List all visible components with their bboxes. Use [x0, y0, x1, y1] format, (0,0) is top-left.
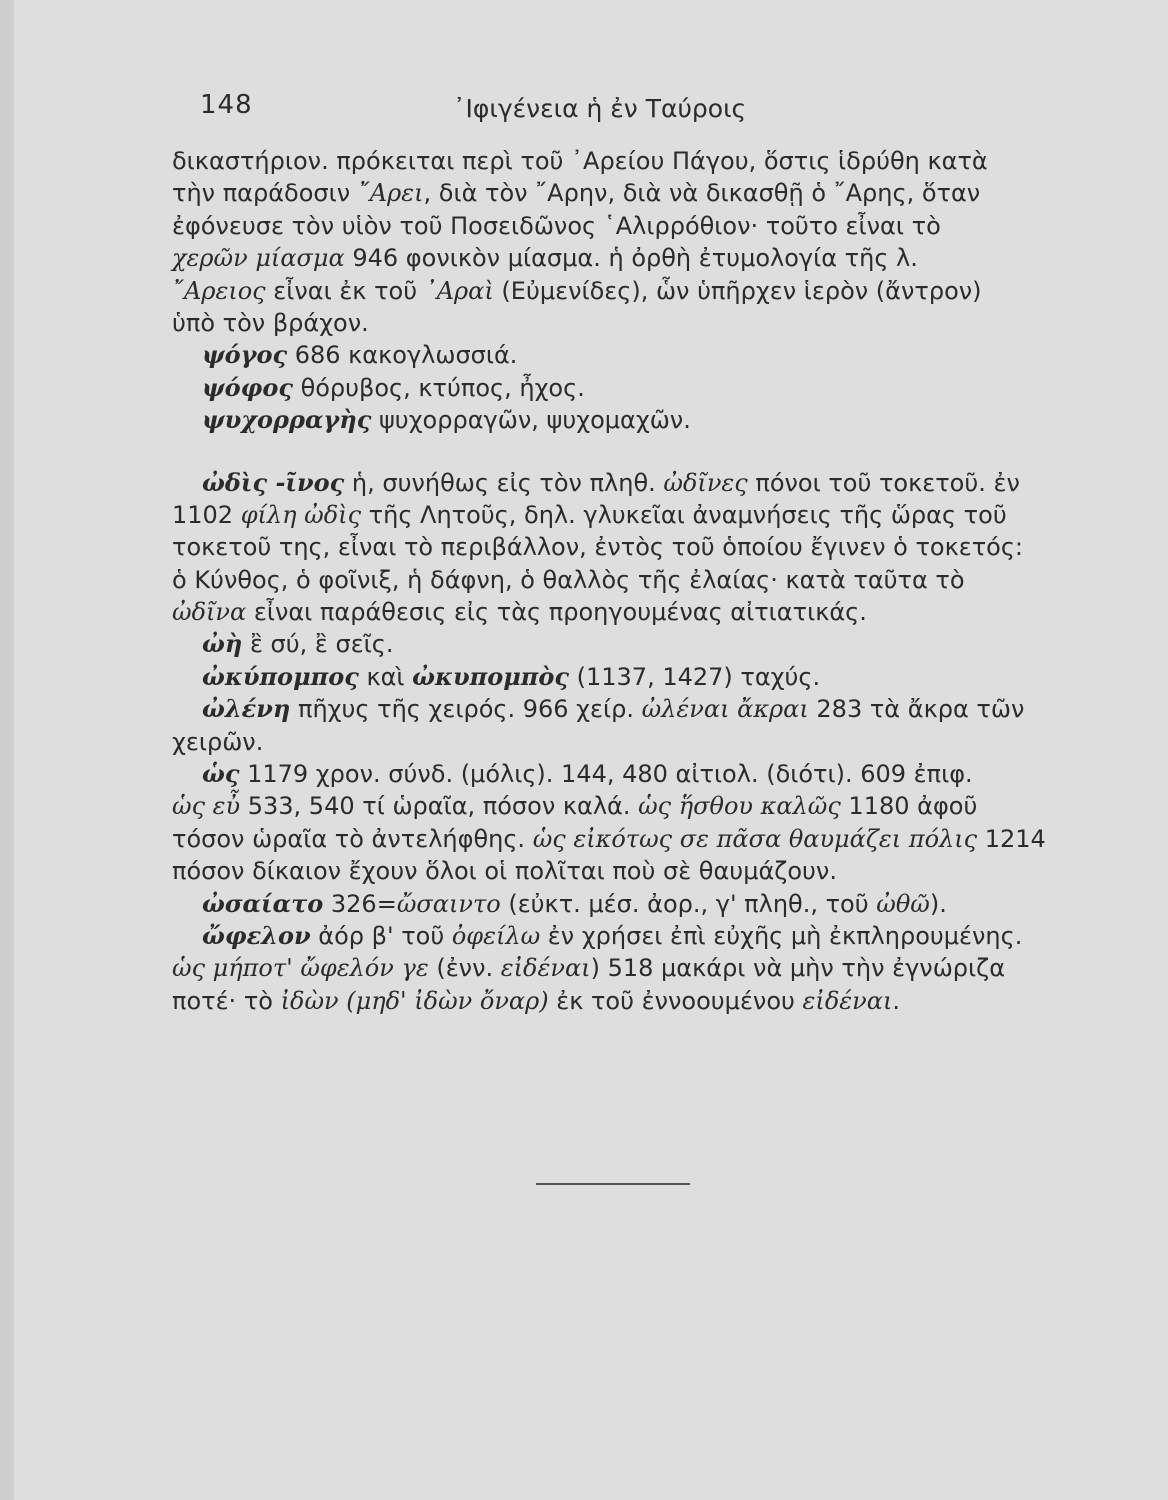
italic-citation: ὡς μήποτ' ὤφελόν γε [172, 954, 429, 983]
text-segment: τῆς Λητοῦς, δηλ. γλυκεῖαι ἀναμνήσεις τῆς ὥρας τοῦ [361, 500, 1007, 529]
text-line [172, 307, 1092, 339]
italic-citation: ῎Αρει [357, 179, 424, 208]
text-segment: δικαστήριον. πρόκειται περὶ τοῦ ᾿Αρείου Πάγου, ὅστις ἱδρύθη κατὰ [172, 147, 988, 175]
entry-psogos [172, 339, 1092, 371]
text-segment: 1214 [977, 824, 1046, 853]
text-segment: 1180 ἀφοῦ [840, 792, 978, 821]
page-header [200, 90, 1080, 130]
text-line [172, 242, 1092, 274]
end-rule [536, 1183, 690, 1185]
headword: ψυχορραγὴς [202, 405, 372, 435]
entry-os [172, 758, 1092, 790]
text-segment: 1179 χρον. σύνδ. (μόλις). 144, 480 αἰτιολ. (διότι). 609 ἐπιφ. [239, 760, 973, 789]
headword: ὠκυπομπὸς [412, 661, 569, 691]
text-segment: 946 φονικὸν μίασμα. ἡ ὀρθὴ ἐτυμολογία τῆς λ. [344, 244, 918, 273]
text-segment: πόσον δίκαιον ἔχουν ὅλοι οἱ πολῖται ποὺ σὲ θαυμάζουν. [172, 857, 837, 886]
text-segment: ἒ σύ, ἒ σεῖς. [242, 630, 394, 659]
text-segment: τοκετοῦ της, εἶναι τὸ περιβάλλον, ἐντὸς τοῦ ὁποίου ἔγινεν ὁ τοκετός: [172, 533, 1023, 562]
text-segment: ψυχορραγῶν, ψυχομαχῶν. [371, 406, 691, 435]
text-line [172, 145, 1092, 177]
text-line [172, 177, 1092, 209]
text-line [172, 596, 1092, 628]
text-segment: ) 518 μακάρι νὰ μὴν τὴν ἐγνώριζα [590, 954, 1006, 983]
text-segment: 533, 540 τί ὡραῖα, πόσον καλά. [240, 792, 639, 821]
text-line [172, 790, 1092, 822]
italic-citation: φίλη ὠδὶς [240, 500, 362, 529]
text-segment: ἐφόνευσε τὸν υἱὸν τοῦ Ποσειδῶνος ῾Αλιρρόθιον· τοῦτο εἶναι τὸ [172, 211, 941, 240]
text-segment: πόνοι τοῦ τοκετοῦ. ἐν [747, 468, 1020, 497]
text-segment: ποτέ· τὸ [172, 986, 281, 1015]
text-line [172, 275, 1092, 307]
text-segment: ἐκ τοῦ ἐννοουμένου [548, 986, 803, 1015]
italic-citation: ὠλέναι ἄκραι [641, 695, 809, 724]
italic-citation: ὡς εἰκότως σε πᾶσα θαυμάζει πόλις [532, 824, 978, 853]
headword: ὤφελον [202, 920, 311, 950]
italic-citation: εἰδέναι [802, 986, 893, 1015]
text-segment: ). [929, 889, 947, 918]
text-segment: 1102 [172, 500, 241, 529]
headword: ὠκύπομπος [202, 661, 359, 691]
text-segment: πῆχυς τῆς χειρός. 966 χείρ. [290, 695, 642, 724]
text-segment: , διὰ τὸν ῎Αρην, διὰ νὰ δικασθῇ ὁ ῎Αρης, ὅταν [423, 179, 981, 208]
entry-ophelon [172, 920, 1092, 952]
entry-okypompos [172, 661, 1092, 693]
italic-citation: ὠθῶ [876, 889, 930, 918]
headword: ψόγος [202, 340, 288, 370]
headword: ὠὴ [202, 629, 243, 659]
running-title: ᾿Ιφιγένεια ἡ ἐν Ταύροις [453, 94, 747, 123]
page-edge [0, 0, 14, 1500]
text-line [172, 855, 1092, 887]
text-segment: (1137, 1427) ταχύς. [569, 662, 821, 691]
text-segment: ἐν χρήσει ἐπὶ εὐχῆς μὴ ἐκπληρουμένης. [540, 921, 1023, 950]
headword: ὡς [202, 759, 240, 789]
italic-citation: ἰδὼν (μηδ' ἰδὼν ὄναρ) [280, 986, 549, 1015]
text-line [172, 499, 1092, 531]
text-line [172, 823, 1092, 855]
entry-odis [172, 467, 1092, 499]
headword: ὠσαίατο [202, 888, 324, 918]
italic-citation: ὡς εὖ [172, 792, 241, 821]
text-line [172, 952, 1092, 984]
text-segment: θόρυβος, κτύπος, ἦχος. [292, 373, 585, 402]
glossary-text [172, 145, 1092, 1017]
italic-citation: ὠδῖνες [663, 468, 748, 497]
text-segment: 283 τὰ ἄκρα τῶν [808, 695, 1025, 724]
text-segment: (ἐνν. [428, 954, 501, 983]
text-line [172, 210, 1092, 242]
italic-citation: ὠδῖνα [172, 598, 247, 627]
headword: ὠλένη [202, 694, 291, 724]
entry-osaiato [172, 888, 1092, 920]
text-segment: χειρῶν. [172, 727, 264, 756]
headword: ψόφος [202, 372, 293, 402]
text-segment: τὴν παράδοσιν [172, 179, 358, 208]
text-line [172, 564, 1092, 596]
text-segment: εἶναι παράθεσις εἰς τὰς προηγουμένας αἰτιατικάς. [246, 598, 867, 627]
text-segment: ὑπὸ τὸν βράχον. [172, 308, 369, 337]
entry-psychorragis [172, 404, 1092, 436]
text-line [172, 531, 1092, 563]
text-segment: εἶναι ἐκ τοῦ [265, 276, 425, 305]
italic-citation: ῎Αρειος [172, 276, 266, 305]
entry-gap [172, 437, 1092, 467]
italic-citation: ὀφείλω [451, 921, 541, 950]
entry-oi [172, 628, 1092, 660]
entry-psophos [172, 372, 1092, 404]
italic-citation: ὡς ἥσθου καλῶς [638, 792, 841, 821]
italic-citation: ὤσαιντο [396, 889, 501, 918]
text-segment: τόσον ὡραῖα τὸ ἀντελήφθης. [172, 824, 533, 853]
text-segment: 686 κακογλωσσιά. [287, 341, 518, 370]
text-segment: καὶ [358, 662, 413, 691]
text-segment: (Εὐμενίδες), ὧν ὑπῆρχεν ἱερὸν (ἄντρον) [493, 276, 982, 305]
text-segment: ἡ, συνήθως εἰς τὸν πληθ. [344, 468, 664, 497]
text-segment: . [892, 986, 900, 1015]
entry-olene [172, 693, 1092, 725]
italic-citation: χερῶν μίασμα [172, 244, 345, 273]
text-segment: ἀόρ β' τοῦ [310, 921, 452, 950]
text-line [172, 726, 1092, 758]
headword: ὠδὶς -ῖνος [202, 467, 345, 497]
text-segment: ὁ Κύνθος, ὁ φοῖνιξ, ἡ δάφνη, ὁ θαλλὸς τῆς ἐλαίας· κατὰ ταῦτα τὸ [172, 565, 965, 594]
page-number: 148 [200, 90, 253, 120]
italic-citation: εἰδέναι [500, 954, 591, 983]
text-line [172, 985, 1092, 1017]
text-segment: (εὐκτ. μέσ. ἀορ., γ' πληθ., τοῦ [500, 889, 877, 918]
italic-citation: ᾿Αραὶ [424, 276, 494, 305]
text-segment: 326= [323, 889, 397, 918]
